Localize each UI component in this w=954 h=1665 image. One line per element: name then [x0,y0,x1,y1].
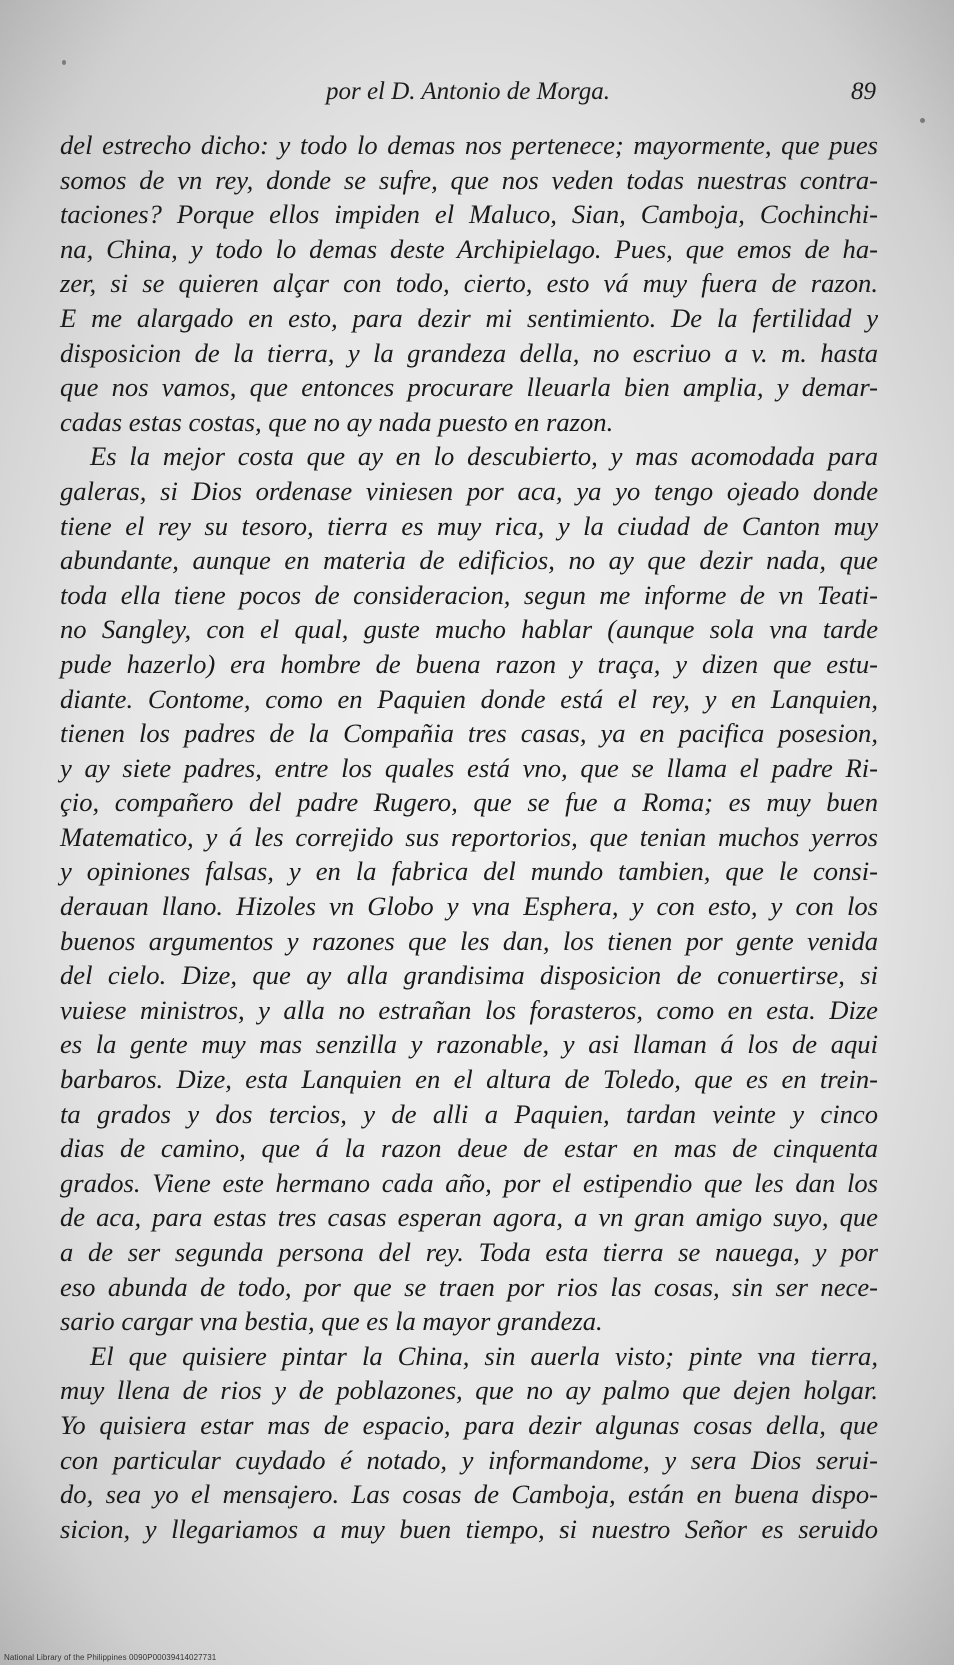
text-line: vuiese ministros, y alla no estrañan los forasteros, como en esta. Dize [60,994,878,1025]
text-line: abundante, aunque en materia de edificios, no ay que dezir nada, que [60,545,878,576]
text-line: del cielo. Dize, que ay alla grandisima disposicion de conuertirse, si [60,960,878,991]
text-line: sicion, y llegariamos a muy buen tiempo, si nuestro Señor es seruido [60,1513,878,1544]
text-line: galeras, si Dios ordenase viniesen por aca, ya yo tengo ojeado donde [60,475,878,506]
text-line: çio, compañero del padre Rugero, que se fue a Roma; es muy buen [60,787,878,818]
text-line: ta grados y dos tercios, y de alli a Paquien, tardan veinte y cinco [60,1098,878,1129]
text-line: derauan llano. Hizoles vn Globo y vna Esphera, y con esto, y con los [60,891,878,922]
text-line: a de ser segunda persona del rey. Toda esta tierra se nauega, y por [60,1237,878,1267]
text-line: cadas estas costas, que no ay nada puesto en razon. [60,406,614,437]
page-header [60,78,876,118]
scan-speck [920,118,925,123]
text-line: muy llena de rios y de poblazones, que no ay palmo que dejen holgar. [60,1375,878,1406]
text-line: barbaros. Dize, esta Lanquien en el altura de Toledo, que es en trein- [60,1064,878,1095]
text-line: sario cargar vna bestia, que es la mayor grandeza. [60,1306,603,1337]
text-line: no Sangley, con el qual, guste mucho hablar (aunque sola vna tarde [60,614,878,645]
text-line: grados. Viene este hermano cada año, por el estipendio que les dan los [60,1167,878,1198]
text-line: toda ella tiene pocos de consideracion, segun me informe de vn Teati- [60,579,878,610]
body-text [60,128,878,1546]
running-title: por el D. Antonio de Morga. [325,78,610,105]
text-line: que nos vamos, que entonces procurare lleuarla bien amplia, y demar- [60,372,878,403]
text-line: Yo quisiera estar mas de espacio, para dezir algunas cosas della, que [60,1409,878,1440]
text-line: tienen los padres de la Compañia tres casas, ya en pacifica posesion, [60,718,878,749]
text-line: es la gente muy mas senzilla y razonable, y asi llaman á los de aqui [60,1029,878,1060]
text-line: na, China, y todo lo demas deste Archipielago. Pues, que emos de ha- [60,233,878,264]
text-line: El que quisiere pintar la China, sin auerla visto; pinte vna tierra, [90,1340,878,1371]
text-line: de aca, para estas tres casas esperan agora, a vn gran amigo suyo, que [60,1202,878,1233]
text-line: E me alargado en esto, para dezir mi sentimiento. De la fertilidad y [60,302,878,333]
text-line: buenos argumentos y razones que les dan, los tienen por gente venida [60,925,878,956]
text-line: disposicion de la tierra, y la grandeza della, no escriuo a v. m. hasta [60,337,878,368]
text-line: tiene el rey su tesoro, tierra es muy rica, y la ciudad de Canton muy [60,510,878,541]
text-line: Matematico, y á les correjido sus reportorios, que tenian muchos yerros [60,821,878,852]
text-line: del estrecho dicho: y todo lo demas nos pertenece; mayormente, que pues [60,130,878,160]
text-line: dias de camino, que á la razon deue de estar en mas de cinquenta [60,1133,878,1164]
library-credit: National Library of the Philippines 0090P00039414027731 [4,1653,217,1662]
text-line: eso abunda de todo, por que se traen por rios las cosas, sin ser nece- [60,1271,878,1302]
text-line: somos de vn rey, donde se sufre, que nos veden todas nuestras contra- [60,164,878,195]
text-line: diante. Contome, como en Paquien donde está el rey, y en Lanquien, [60,683,878,714]
text-line: do, sea yo el mensajero. Las cosas de Camboja, están en buena dispo- [60,1479,878,1510]
text-line: taciones? Porque ellos impiden el Maluco, Sian, Camboja, Cochinchi- [60,199,878,230]
text-line: Es la mejor costa que ay en lo descubierto, y mas acomodada para [90,441,878,472]
text-line: y ay siete padres, entre los quales está vno, que se llama el padre Ri- [60,752,878,783]
text-line: pude hazerlo) era hombre de buena razon y traça, y dizen que estu- [60,648,878,679]
text-line: zer, si se quieren alçar con todo, cierto, esto vá muy fuera de razon. [60,268,878,299]
page-number: 89 [851,78,876,105]
scan-speck [62,60,66,65]
text-line: y opiniones falsas, y en la fabrica del mundo tambien, que le consi- [60,856,878,887]
text-line: con particular cuydado é notado, y informandome, y sera Dios serui- [60,1444,878,1475]
